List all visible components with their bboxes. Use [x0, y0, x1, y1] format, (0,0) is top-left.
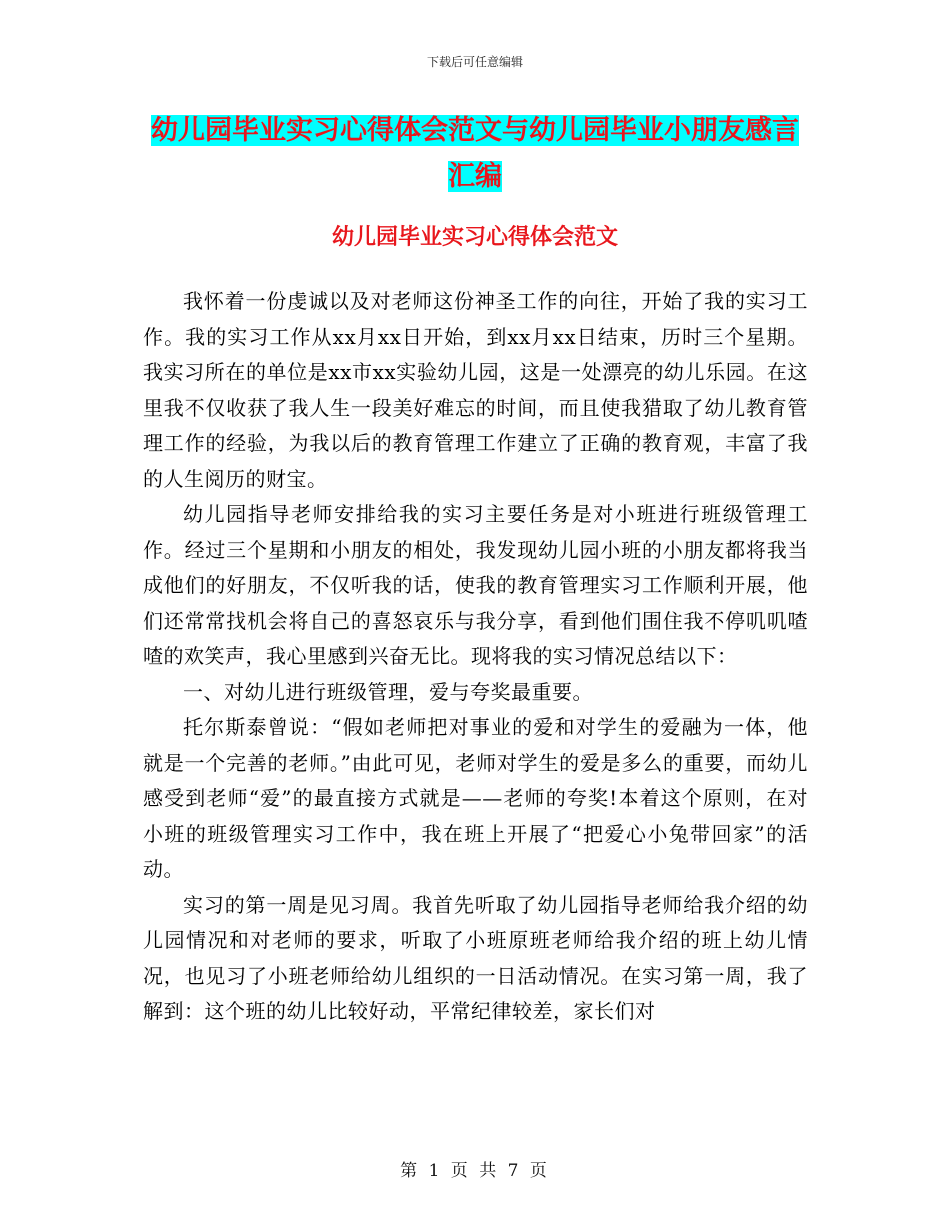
document-body: [143, 284, 808, 1030]
paragraph: 我怀着一份虔诚以及对老师这份神圣工作的向往，开始了我的实习工作。我的实习工作从xx月xx日开始，到xx月xx日结束，历时三个星期。我实习所在的单位是xx市xx实验幼儿园，这是一处漂亮的幼儿乐园。在这里我不仅收获了我人生一段美好难忘的时间，而且使我猎取了幼儿教育管理工作的经验，为我以后的教育管理工作建立了正确的教育观，丰富了我的人生阅历的财宝。: [143, 289, 808, 491]
header-note: 下载后可任意编辑: [426, 55, 523, 69]
document-title-text: 幼儿园毕业实习心得体会范文与幼儿园毕业小朋友感言汇编: [151, 115, 799, 192]
paragraph: 实习的第一周是见习周。我首先听取了幼儿园指导老师给我介绍的幼儿园情况和对老师的要求，听取了小班原班老师给我介绍的班上幼儿情况，也见习了小班老师给幼儿组织的一日活动情况。在实习第一周，我了解到：这个班的幼儿比较好动，平常纪律较差，家长们对: [143, 892, 808, 1023]
paragraph: 托尔斯泰曾说：“假如老师把对事业的爱和对学生的爱融为一体，他就是一个完善的老师。”由此可见，老师对学生的爱是多么的重要，而幼儿感受到老师“爱”的最直接方式就是——老师的夸奖!本着这个原则，在对小班的班级管理实习工作中，我在班上开展了“把爱心小兔带回家”的活动。: [143, 715, 808, 881]
paragraph: 一、对幼儿进行班级管理，爱与夸奖最重要。: [183, 679, 593, 704]
document-title: [150, 108, 800, 200]
section-title: 幼儿园毕业实习心得体会范文: [331, 224, 618, 250]
page-number: 第 1 页 共 7 页: [400, 1161, 550, 1181]
paragraph: 幼儿园指导老师安排给我的实习主要任务是对小班进行班级管理工作。经过三个星期和小朋友的相处，我发现幼儿园小班的小朋友都将我当成他们的好朋友，不仅听我的话，使我的教育管理实习工作顺利开展，他们还常常找机会将自己的喜怒哀乐与我分享，看到他们围住我不停叽叽喳喳的欢笑声，我心里感到兴奋无比。现将我的实习情况总结以下：: [143, 502, 808, 668]
